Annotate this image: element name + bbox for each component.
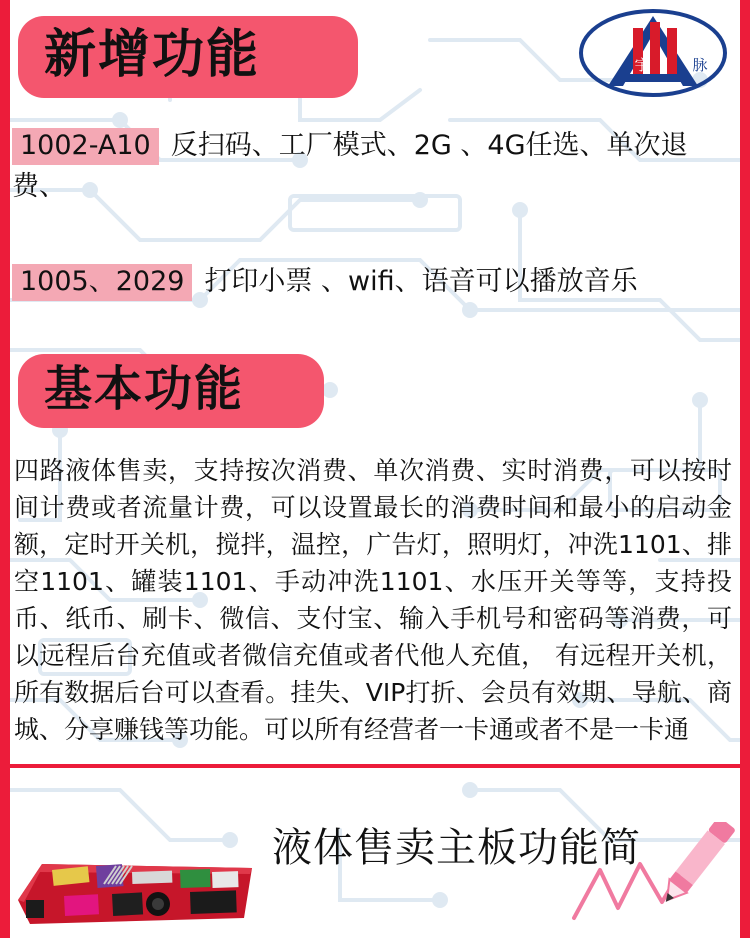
logo-right-char: 脉 [692,56,708,74]
logo-left-char: 宇 [634,56,650,74]
basic-features-paragraph: 四路液体售卖，支持按次消费、单次消费、实时消费，可以按时间计费或者流量计费，可以设置最长的消费时间和最小的启动金额，定时开关机，搅拌，温控，广告灯，照明灯，冲洗1101、排空1101、罐装1101、手动冲洗1101、水压开关等等，支持投币、纸币、刷卡、微信、支付宝、输入手机号和密码等消费，可以远程后台充值或者微信充值或者代他人充值， 有远程开关机，所有数据后台可以查看。挂失、VIP打折、会员有效期、导航、商城、分享赚钱等功能。可以所有经营者一卡通或者不是一卡通 [14,456,732,744]
banner-basic-features [18,354,324,428]
pcb-board-photo [12,826,264,930]
yumai-logo [578,8,728,98]
feature-text-1002-a10: 反扫码、工厂模式、2G 、4G任选、单次退费、 [12,130,688,202]
pen-doodle-icon [566,822,736,934]
bottom-caption: 液体售卖主板功能简 [272,825,641,871]
right-red-rail [740,0,750,938]
left-red-rail [0,0,10,938]
banner-basic-features-label: 基本功能 [44,361,245,417]
feature-row-1002-a10 [12,126,730,207]
banner-new-features [18,16,358,98]
feature-row-1005-2029 [12,262,730,303]
red-divider [10,764,740,768]
feature-text-1005-2029: 打印小票 、wifi、语音可以播放音乐 [204,266,638,297]
feature-tag-1005-2029: 1005、2029 [12,264,192,301]
banner-new-features-label: 新增功能 [44,25,261,85]
feature-tag-1002-a10: 1002-A10 [12,128,159,165]
